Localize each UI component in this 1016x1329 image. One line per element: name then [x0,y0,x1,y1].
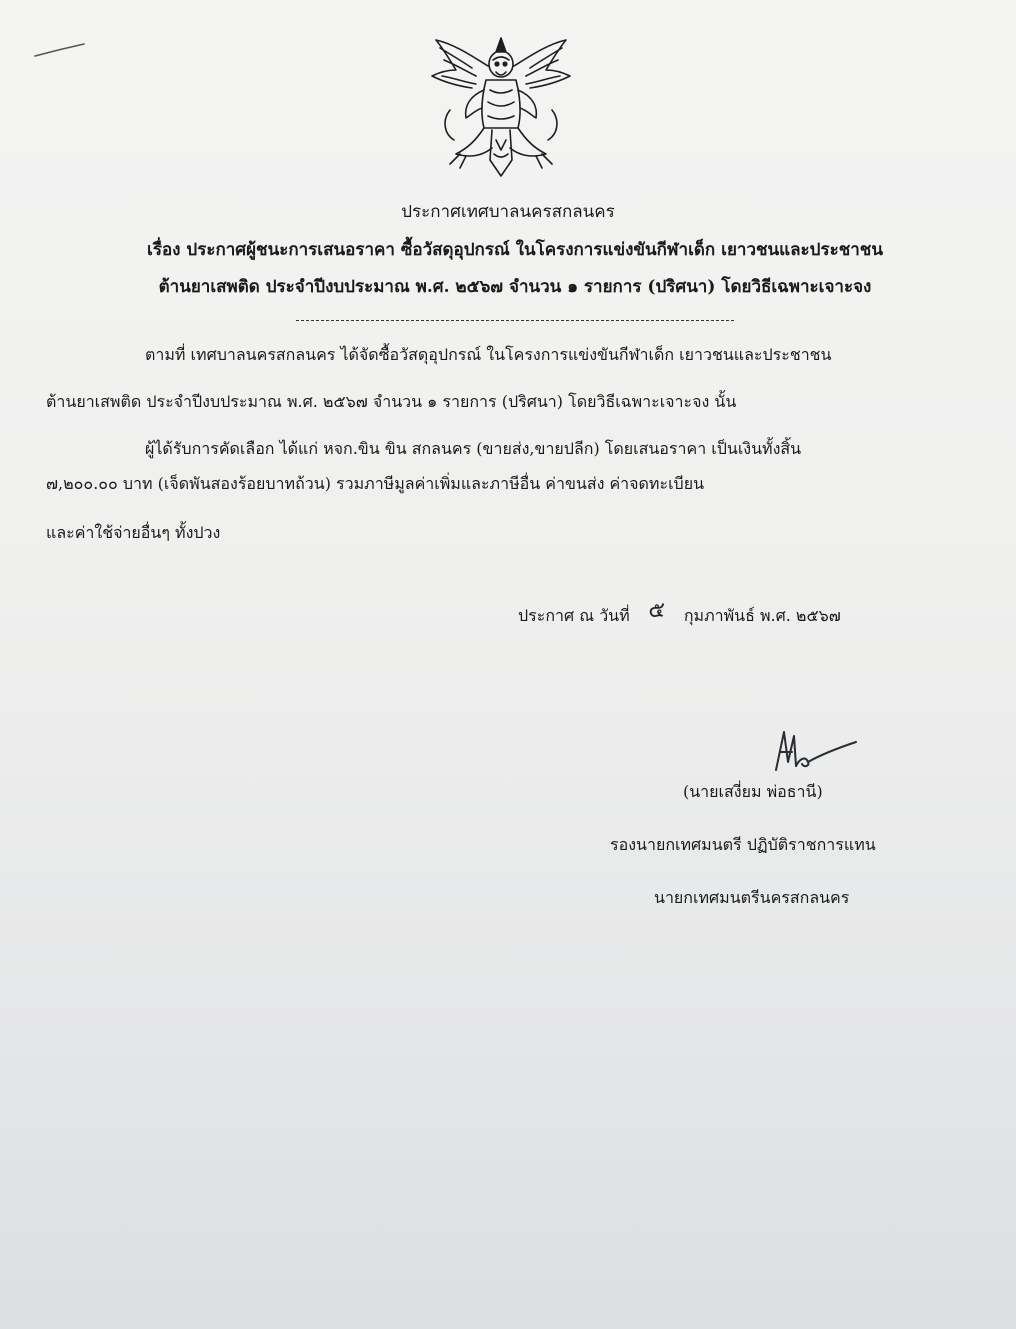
pen-stroke-mark [32,40,87,60]
signer-position-line-1: รองนายกเทศมนตรี ปฏิบัติราชการแทน [610,835,876,854]
body-paragraph-line-5: และค่าใช้จ่ายอื่นๆ ทั้งปวง [46,523,221,542]
date-suffix: กุมภาพันธ์ พ.ศ. ๒๕๖๗ [683,606,841,625]
announcement-subject [90,232,940,306]
date-day-handwritten: ๕ [648,598,666,623]
subject-line-2: ต้านยาเสพติด ประจำปีงบประมาณ พ.ศ. ๒๕๖๗ จำนวน ๑ รายการ (ปริศนา) โดยวิธีเฉพาะเจาะจง [158,277,872,297]
garuda-emblem-icon [420,30,582,182]
signature-mark [762,722,862,780]
body-paragraph-line-3: ผู้ได้รับการคัดเลือก ได้แก่ หจก.ขิน ขิน สกลนคร (ขายส่ง,ขายปลีก) โดยเสนอราคา เป็นเงินทั้งสิ้น [145,439,802,458]
signer-position-line-2: นายกเทศมนตรีนครสกลนคร [654,888,850,907]
body-paragraph-line-4: ๗,๒๐๐.๐๐ บาท (เจ็ดพันสองร้อยบาทถ้วน) รวมภาษีมูลค่าเพิ่มและภาษีอื่น ค่าขนส่ง ค่าจดทะเบียน [46,474,705,493]
signer-name: (นายเสงี่ยม พ่อธานี) [683,782,823,801]
body-paragraph-line-2: ต้านยาเสพติด ประจำปีงบประมาณ พ.ศ. ๒๕๖๗ จำนวน ๑ รายการ (ปริศนา) โดยวิธีเฉพาะเจาะจง นั้น [46,392,737,411]
body-paragraph-line-1: ตามที่ เทศบาลนครสกลนคร ได้จัดซื้อวัสดุอุปกรณ์ ในโครงการแข่งขันกีฬาเด็ก เยาวชนและประชาชน [145,345,832,364]
section-divider [296,320,734,321]
subject-line-1: เรื่อง ประกาศผู้ชนะการเสนอราคา ซื้อวัสดุอุปกรณ์ ในโครงการแข่งขันกีฬาเด็ก เยาวชนและประชาชน [147,240,883,260]
organization-title: ประกาศเทศบาลนครสกลนคร [401,202,615,222]
announcement-date [518,596,841,631]
date-prefix: ประกาศ ณ วันที่ [518,606,630,625]
